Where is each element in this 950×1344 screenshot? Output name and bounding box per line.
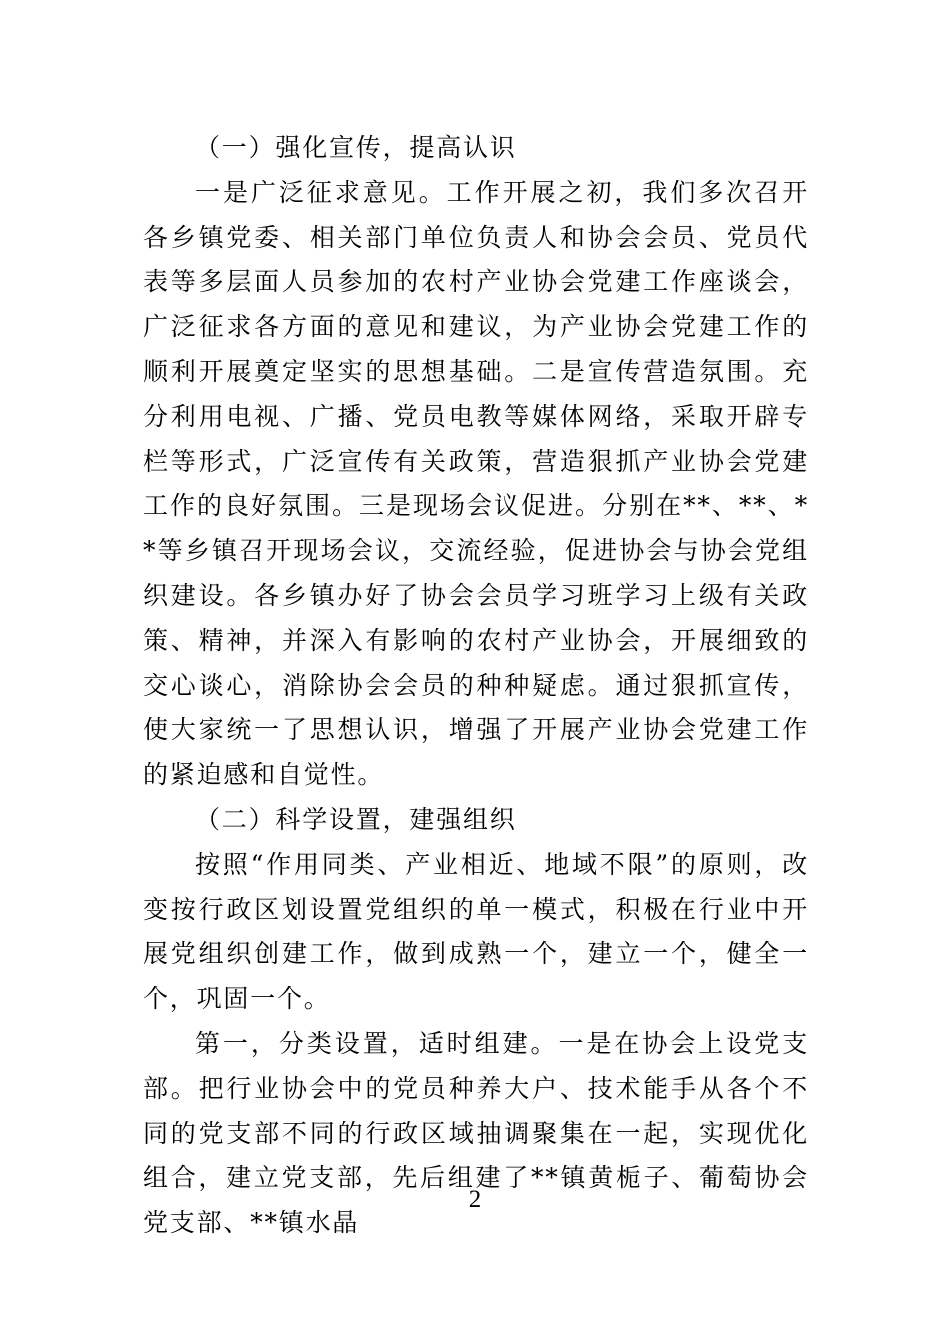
section-heading-2: （二）科学设置，建强组织 xyxy=(195,804,517,834)
document-body xyxy=(143,126,809,1246)
paragraph-3: 第一，分类设置，适时组建。一是在协会上设党支部。把行业协会中的党员种养大户、技术能手从各个不同的党支部不同的行政区域抽调聚集在一起，实现优化组合，建立党支部，先后组建了**镇黄栀子、葡萄协会党支部、**镇水晶 xyxy=(143,1028,809,1238)
section-heading-1: （一）强化宣传，提高认识 xyxy=(195,133,517,162)
paragraph-1: 一是广泛征求意见。工作开展之初，我们多次召开各乡镇党委、相关部门单位负责人和协会会员、党员代表等多层面人员参加的农村产业协会党建工作座谈会，广泛征求各方面的意见和建议，为产业协会党建工作的顺利开展奠定坚实的思想基础。二是宣传营造氛围。充分利用电视、广播、党员电教等媒体网络，采取开辟专栏等形式，广泛宣传有关政策，营造狠抓产业协会党建工作的良好氛围。三是现场会议促进。分别在**、**、**等乡镇召开现场会议，交流经验，促进协会与协会党组织建设。各乡镇办好了协会会员学习班学习上级有关政策、精神，并深入有影响的农村产业协会，开展细致的交心谈心，消除协会会员的种种疑虑。通过狠抓宣传，使大家统一了思想认识，增强了开展产业协会党建工作的紧迫感和自觉性。 xyxy=(143,177,809,790)
paragraph-2: 按照“作用同类、产业相近、地域不限”的原则，改变按行政区划设置党组织的单一模式，积极在行业中开展党组织创建工作，做到成熟一个，建立一个，健全一个，巩固一个。 xyxy=(143,849,809,1014)
page-number: 2 xyxy=(468,1186,482,1213)
